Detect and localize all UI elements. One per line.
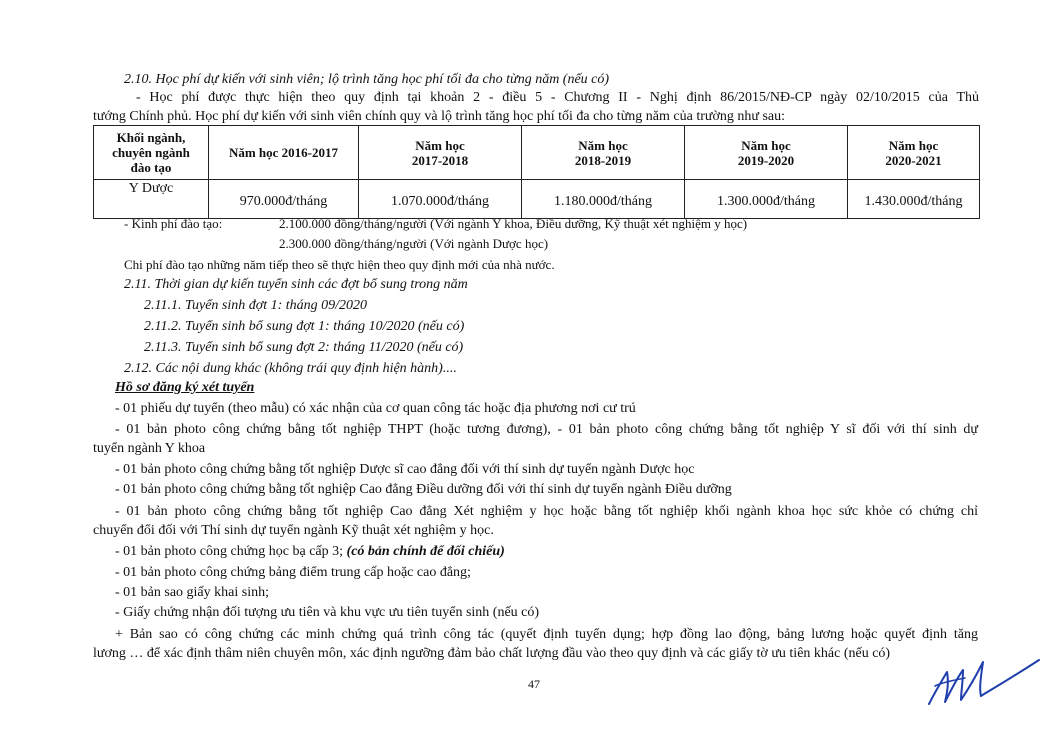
dossier-item-2-line-1: - 01 bản photo công chứng bằng tốt nghiệp THPT (hoặc tương đương), - 01 bản photo công chứng bằng tốt nghiệp Y sĩ đối với thí sinh dự bbox=[115, 422, 978, 437]
section-2-11-heading: 2.11. Thời gian dự kiến tuyển sinh các đợt bổ sung trong năm bbox=[124, 277, 468, 292]
dossier-item-10-line-1: + Bản sao có công chứng các minh chứng quá trình công tác (quyết định tuyển dụng; hợp đồng lao động, bảng lương hoặc quyết định tăng bbox=[115, 627, 978, 642]
section-2-10-heading: 2.10. Học phí dự kiến với sinh viên; lộ trình tăng học phí tối đa cho từng năm (nếu có) bbox=[124, 72, 610, 87]
header-cell-2018-2019: Năm học 2018-2019 bbox=[522, 126, 685, 180]
dossier-item-5-line-1: - 01 bản photo công chứng bằng tốt nghiệp Cao đẳng Xét nghiệm y học hoặc bằng tốt nghiệp khối ngành khoa học sức khỏe có chứng chỉ bbox=[115, 504, 978, 519]
tuition-paragraph-line-2: tướng Chính phủ. Học phí dự kiến với sinh viên chính quy và lộ trình tăng học phí tối đa cho từng năm của trường như sau: bbox=[93, 109, 786, 124]
tuition-table-header-row bbox=[94, 126, 980, 180]
signature-icon bbox=[925, 652, 1043, 710]
dossier-item-9: - Giấy chứng nhận đối tượng ưu tiên và khu vực ưu tiên tuyển sinh (nếu có) bbox=[115, 605, 540, 620]
training-cost-label: - Kinh phí đào tạo: bbox=[124, 216, 223, 231]
tuition-table bbox=[93, 125, 980, 219]
section-2-12-heading: 2.12. Các nội dung khác (không trái quy định hiện hành).... bbox=[124, 361, 457, 376]
cell-fee-2018-2019: 1.180.000đ/tháng bbox=[522, 180, 685, 219]
tuition-paragraph-line-1: - Học phí được thực hiện theo quy định tại khoản 2 - điều 5 - Chương II - Nghị định 86/2015/NĐ-CP ngày 02/10/2015 của Thủ bbox=[136, 90, 979, 105]
cell-field-name: Y Dược bbox=[94, 180, 209, 219]
training-cost-line-2: 2.300.000 đồng/tháng/người (Với ngành Dược học) bbox=[279, 236, 549, 251]
dossier-item-2-line-2: tuyển ngành Y khoa bbox=[93, 441, 206, 456]
training-cost-note: Chi phí đào tạo những năm tiếp theo sẽ thực hiện theo quy định mới của nhà nước. bbox=[124, 257, 555, 272]
dossier-item-6-emphasis: (có bản chính để đối chiếu) bbox=[346, 544, 505, 559]
dossier-item-10-line-2: lương … để xác định thâm niên chuyên môn, xác định ngưỡng đảm bảo chất lượng đầu vào theo quy định và các giấy tờ ưu tiên khác (nếu có) bbox=[93, 646, 891, 661]
dossier-item-4: - 01 bản photo công chứng bằng tốt nghiệp Cao đẳng Điều dưỡng đối với thí sinh dự tuyển ngành Điều dưỡng bbox=[115, 482, 732, 497]
header-cell-2017-2018: Năm học 2017-2018 bbox=[359, 126, 522, 180]
dossier-title: Hồ sơ đăng ký xét tuyển bbox=[115, 380, 255, 395]
dossier-item-6: - 01 bản photo công chứng học bạ cấp 3; (có bản chính để đối chiếu) bbox=[115, 544, 505, 559]
dossier-item-5-line-2: chuyển đổi đối với Thí sinh dự tuyển ngành Kỹ thuật xét nghiệm y học. bbox=[93, 523, 494, 538]
list-item: 2.11.2. Tuyển sinh bổ sung đợt 1: tháng 10/2020 (nếu có) bbox=[144, 319, 465, 334]
header-cell-2016-2017: Năm học 2016-2017 bbox=[209, 126, 359, 180]
cell-fee-2020-2021: 1.430.000đ/tháng bbox=[848, 180, 980, 219]
list-item: 2.11.1. Tuyển sinh đợt 1: tháng 09/2020 bbox=[144, 298, 368, 313]
header-cell-field: Khối ngành, chuyên ngành đào tạo bbox=[94, 126, 209, 180]
header-cell-2020-2021: Năm học 2020-2021 bbox=[848, 126, 980, 180]
dossier-item-8: - 01 bản sao giấy khai sinh; bbox=[115, 585, 269, 600]
header-cell-2019-2020: Năm học 2019-2020 bbox=[685, 126, 848, 180]
cell-fee-2017-2018: 1.070.000đ/tháng bbox=[359, 180, 522, 219]
table-row bbox=[94, 180, 980, 219]
page-number: 47 bbox=[528, 677, 540, 691]
dossier-item-1: - 01 phiếu dự tuyển (theo mẫu) có xác nhận của cơ quan công tác hoặc địa phương nơi cư trú bbox=[115, 401, 636, 416]
dossier-item-3: - 01 bản photo công chứng bằng tốt nghiệp Dược sĩ cao đẳng đối với thí sinh dự tuyển ngành Dược học bbox=[115, 462, 695, 477]
training-cost-line-1: 2.100.000 đồng/tháng/người (Với ngành Y khoa, Điều dưỡng, Kỹ thuật xét nghiệm y học) bbox=[279, 216, 748, 231]
cell-fee-2019-2020: 1.300.000đ/tháng bbox=[685, 180, 848, 219]
list-item: 2.11.3. Tuyển sinh bổ sung đợt 2: tháng 11/2020 (nếu có) bbox=[144, 340, 464, 355]
cell-fee-2016-2017: 970.000đ/tháng bbox=[209, 180, 359, 219]
dossier-item-7: - 01 bản photo công chứng bảng điểm trung cấp hoặc cao đẳng; bbox=[115, 565, 471, 580]
